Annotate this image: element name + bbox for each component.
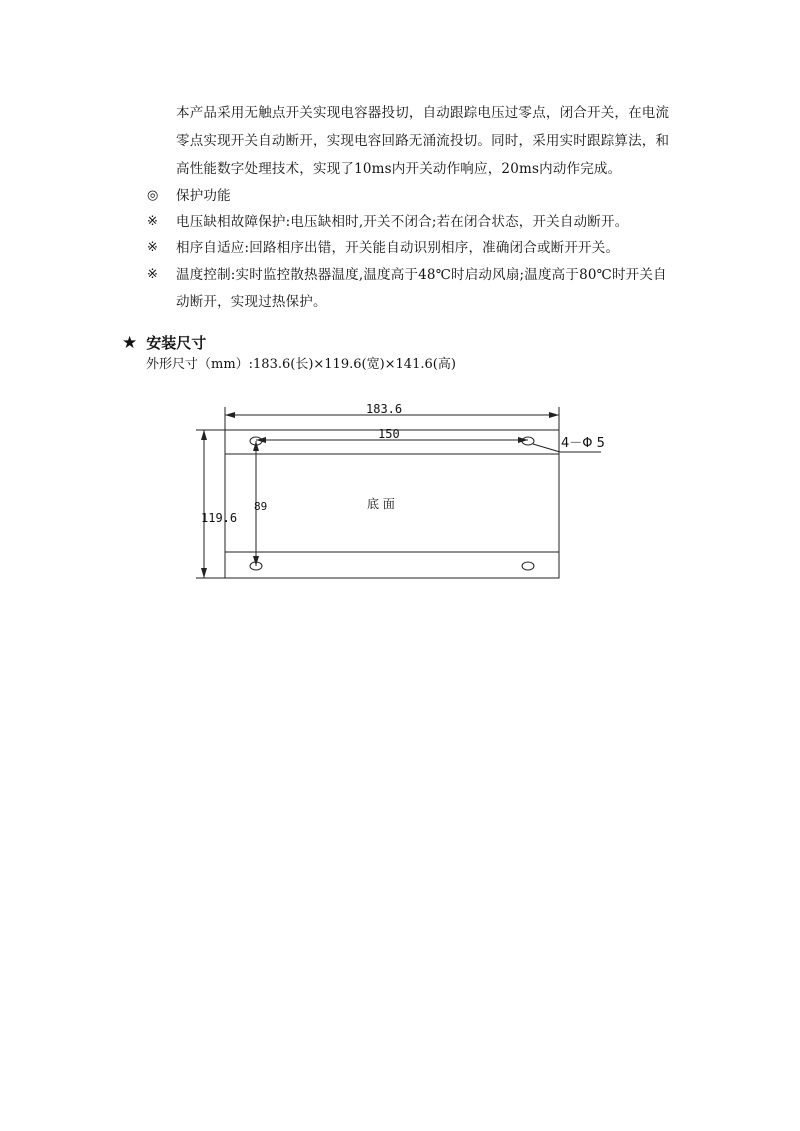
protection-bullet-icon: ◎ [147,188,159,203]
protection-item-phase-sequence: 相序自适应:回路相序出错，开关能自动识别相序，准确闭合或断开开关。 [176,240,620,256]
hole-callout-label: 4－Φ 5 [561,436,605,451]
install-dimensions: 外形尺寸（mm）:183.6(长)×119.6(宽)×141.6(高) [146,357,456,372]
item-bullet-icon: ※ [147,240,158,255]
arrow-right-icon [518,437,528,443]
vertical-spacing-label: 89 [254,500,268,513]
arrow-up-icon [253,441,259,451]
hole-leader-line [533,444,560,452]
item-bullet-icon: ※ [147,267,158,282]
mount-hole-bottom-right [522,562,534,570]
arrow-down-icon [201,568,207,578]
intro-line-2: 零点实现开关自动断开，实现电容回路无涌流投切。同时，采用实时跟踪算法，和 [176,133,670,149]
arrow-down-icon [253,556,259,566]
arrow-up-icon [201,430,207,440]
install-title: 安装尺寸 [146,334,207,352]
width-label: 119.6 [201,511,238,525]
protection-item-temperature-cont: 动断开，实现过热保护。 [176,294,327,310]
intro-line-1: 本产品采用无触点开关实现电容器投切，自动跟踪电压过零点，闭合开关，在电流 [176,105,670,121]
arrow-left-icon [256,437,266,443]
protection-item-temperature: 温度控制:实时监控散热器温度,温度高于48℃时启动风扇;温度高于80℃时开关自 [176,267,667,283]
protection-item-phase-loss: 电压缺相故障保护:电压缺相时,开关不闭合;若在闭合状态，开关自动断开。 [176,214,629,230]
arrow-left-icon [225,412,235,418]
length-label: 183.6 [366,402,403,416]
hole-spacing-label: 150 [378,427,400,441]
protection-title: 保护功能 [176,188,231,204]
item-bullet-icon: ※ [147,214,158,229]
intro-line-3: 高性能数字处理技术，实现了10ms内开关动作响应，20ms内动作完成。 [176,161,622,177]
star-icon: ★ [122,333,138,353]
bottom-face-label: 底 面 [367,497,395,511]
arrow-right-icon [549,412,559,418]
